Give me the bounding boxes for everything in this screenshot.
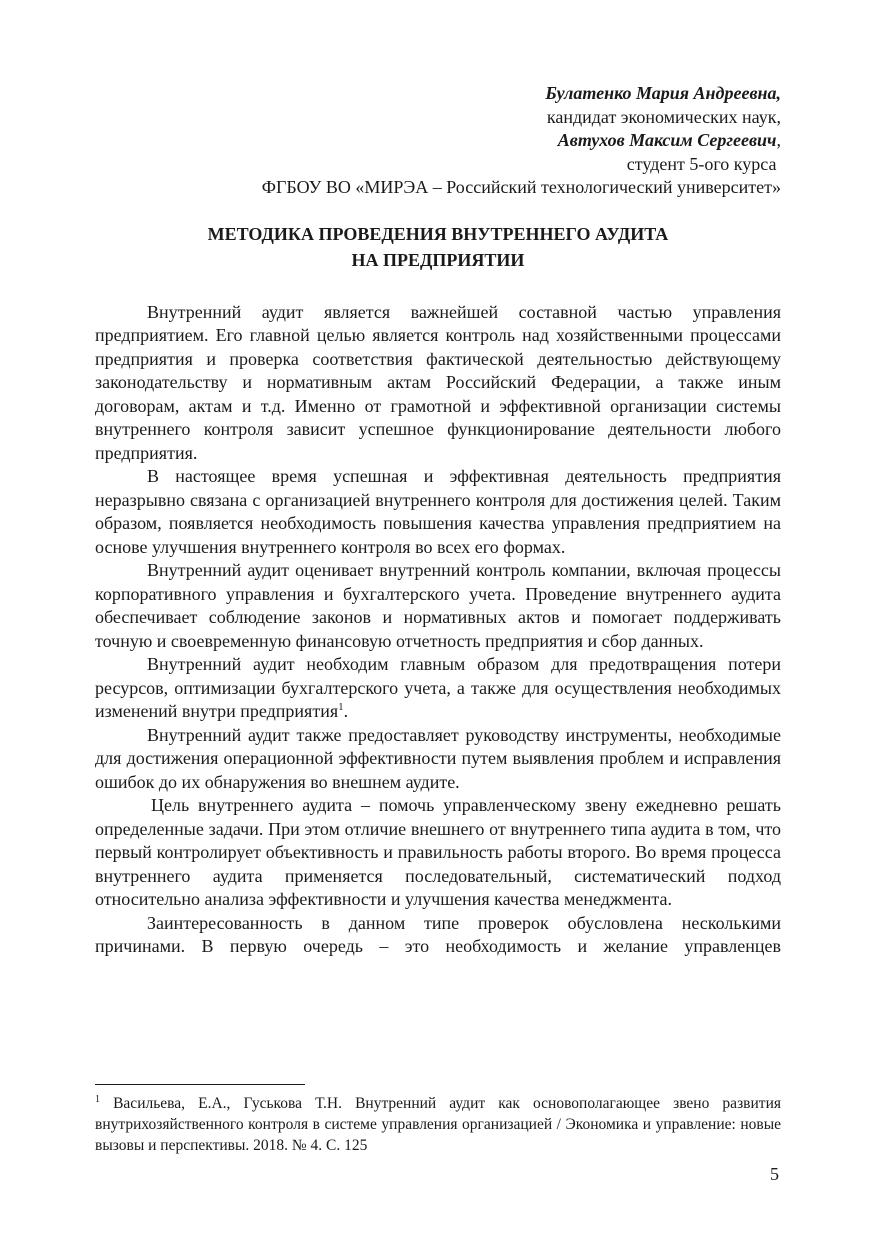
page-number: 5 [770,1164,779,1184]
author-block [95,82,781,200]
author-2-name: Автухов Максим Сергеевич [557,130,777,150]
footnote-text: Васильева, Е.А., Гуськова Т.Н. Внутренний аудит как основополагающее звено развития внутрихозяйственного контроля в системе управления организацией / Экономика и управление: новые вызовы и перспективы. 2018. № 4. С. 125 [95,1095,781,1154]
article-title [95,221,781,273]
paragraph-4-end: . [343,701,349,721]
footnote-number: 1 [95,1094,100,1105]
footnote [95,1093,781,1156]
author-2-name-suffix: , [776,130,781,150]
paragraph-3: Внутренний аудит оценивает внутренний контроль компании, включая процессы корпоративного управления и бухгалтерского учета. Проведение внутреннего аудита обеспечивает соблюдение законов и нормативных актов и помогает поддерживать точную и своевременную финансовую отчетность предприятия и сбор данных. [95,560,781,651]
paragraph-7: Заинтересованность в данном типе проверок обусловлена несколькими причинами. В первую очередь – это необходимость и желание управленцев [95,912,781,956]
paragraph-1: Внутренний аудит является важнейшей составной частью управления предприятием. Его главной целью является контроль над хозяйственными процессами предприятия и проверка соответствия фактической деятельностью действующему законодательству и нормативным актам Российский Федерации, а также иным договорам, актам и т.д. Именно от грамотной и эффективной организации системы внутреннего контроля зависит успешное функционирование деятельности любого предприятия. [95,301,781,463]
paragraph-5: Внутренний аудит также предоставляет руководству инструменты, необходимые для достижения операционной эффективности путем выявления проблем и исправления ошибок до их обнаружения во внешнем аудите. [95,724,781,792]
title-line-1: МЕТОДИКА ПРОВЕДЕНИЯ ВНУТРЕННЕГО АУДИТА [207,223,669,244]
paragraph-2: В настоящее время успешная и эффективная деятельность предприятия неразрывно связана с организацией внутреннего контроля для достижения целей. Таким образом, появляется необходимость повышения качества управления предприятием на основе улучшения внутреннего контроля во всех его формах. [95,466,781,557]
author-1-name: Булатенко Мария Андреевна, [545,83,781,103]
author-2-role: студент 5-ого курса [626,153,777,174]
footnote-reference[interactable]: 1 [338,701,344,713]
affiliation: ФГБОУ ВО «МИРЭА – Российский технологический университет» [261,177,781,197]
article-body [95,301,781,959]
paragraph-6: Цель внутреннего аудита – помочь управленческому звену ежедневно решать определенные задачи. При этом отличие внешнего от внутреннего типа аудита в том, что первый контролирует объективность и правильность работы второго. Во время процесса внутреннего аудита применяется последовательный, систематический подход относительно анализа эффективности и улучшения качества менеджмента. [95,795,781,909]
footnote-divider [95,1084,305,1085]
paragraph-4 [95,653,781,724]
author-1-role: кандидат экономических наук, [546,106,781,127]
paragraph-4-text: Внутренний аудит необходим главным образом для предотвращения потери ресурсов, оптимизации бухгалтерского учета, а также для осуществления необходимых изменений внутри предприятия [95,654,781,721]
article-page [95,82,781,959]
title-line-2: НА ПРЕДПРИЯТИИ [351,249,525,270]
